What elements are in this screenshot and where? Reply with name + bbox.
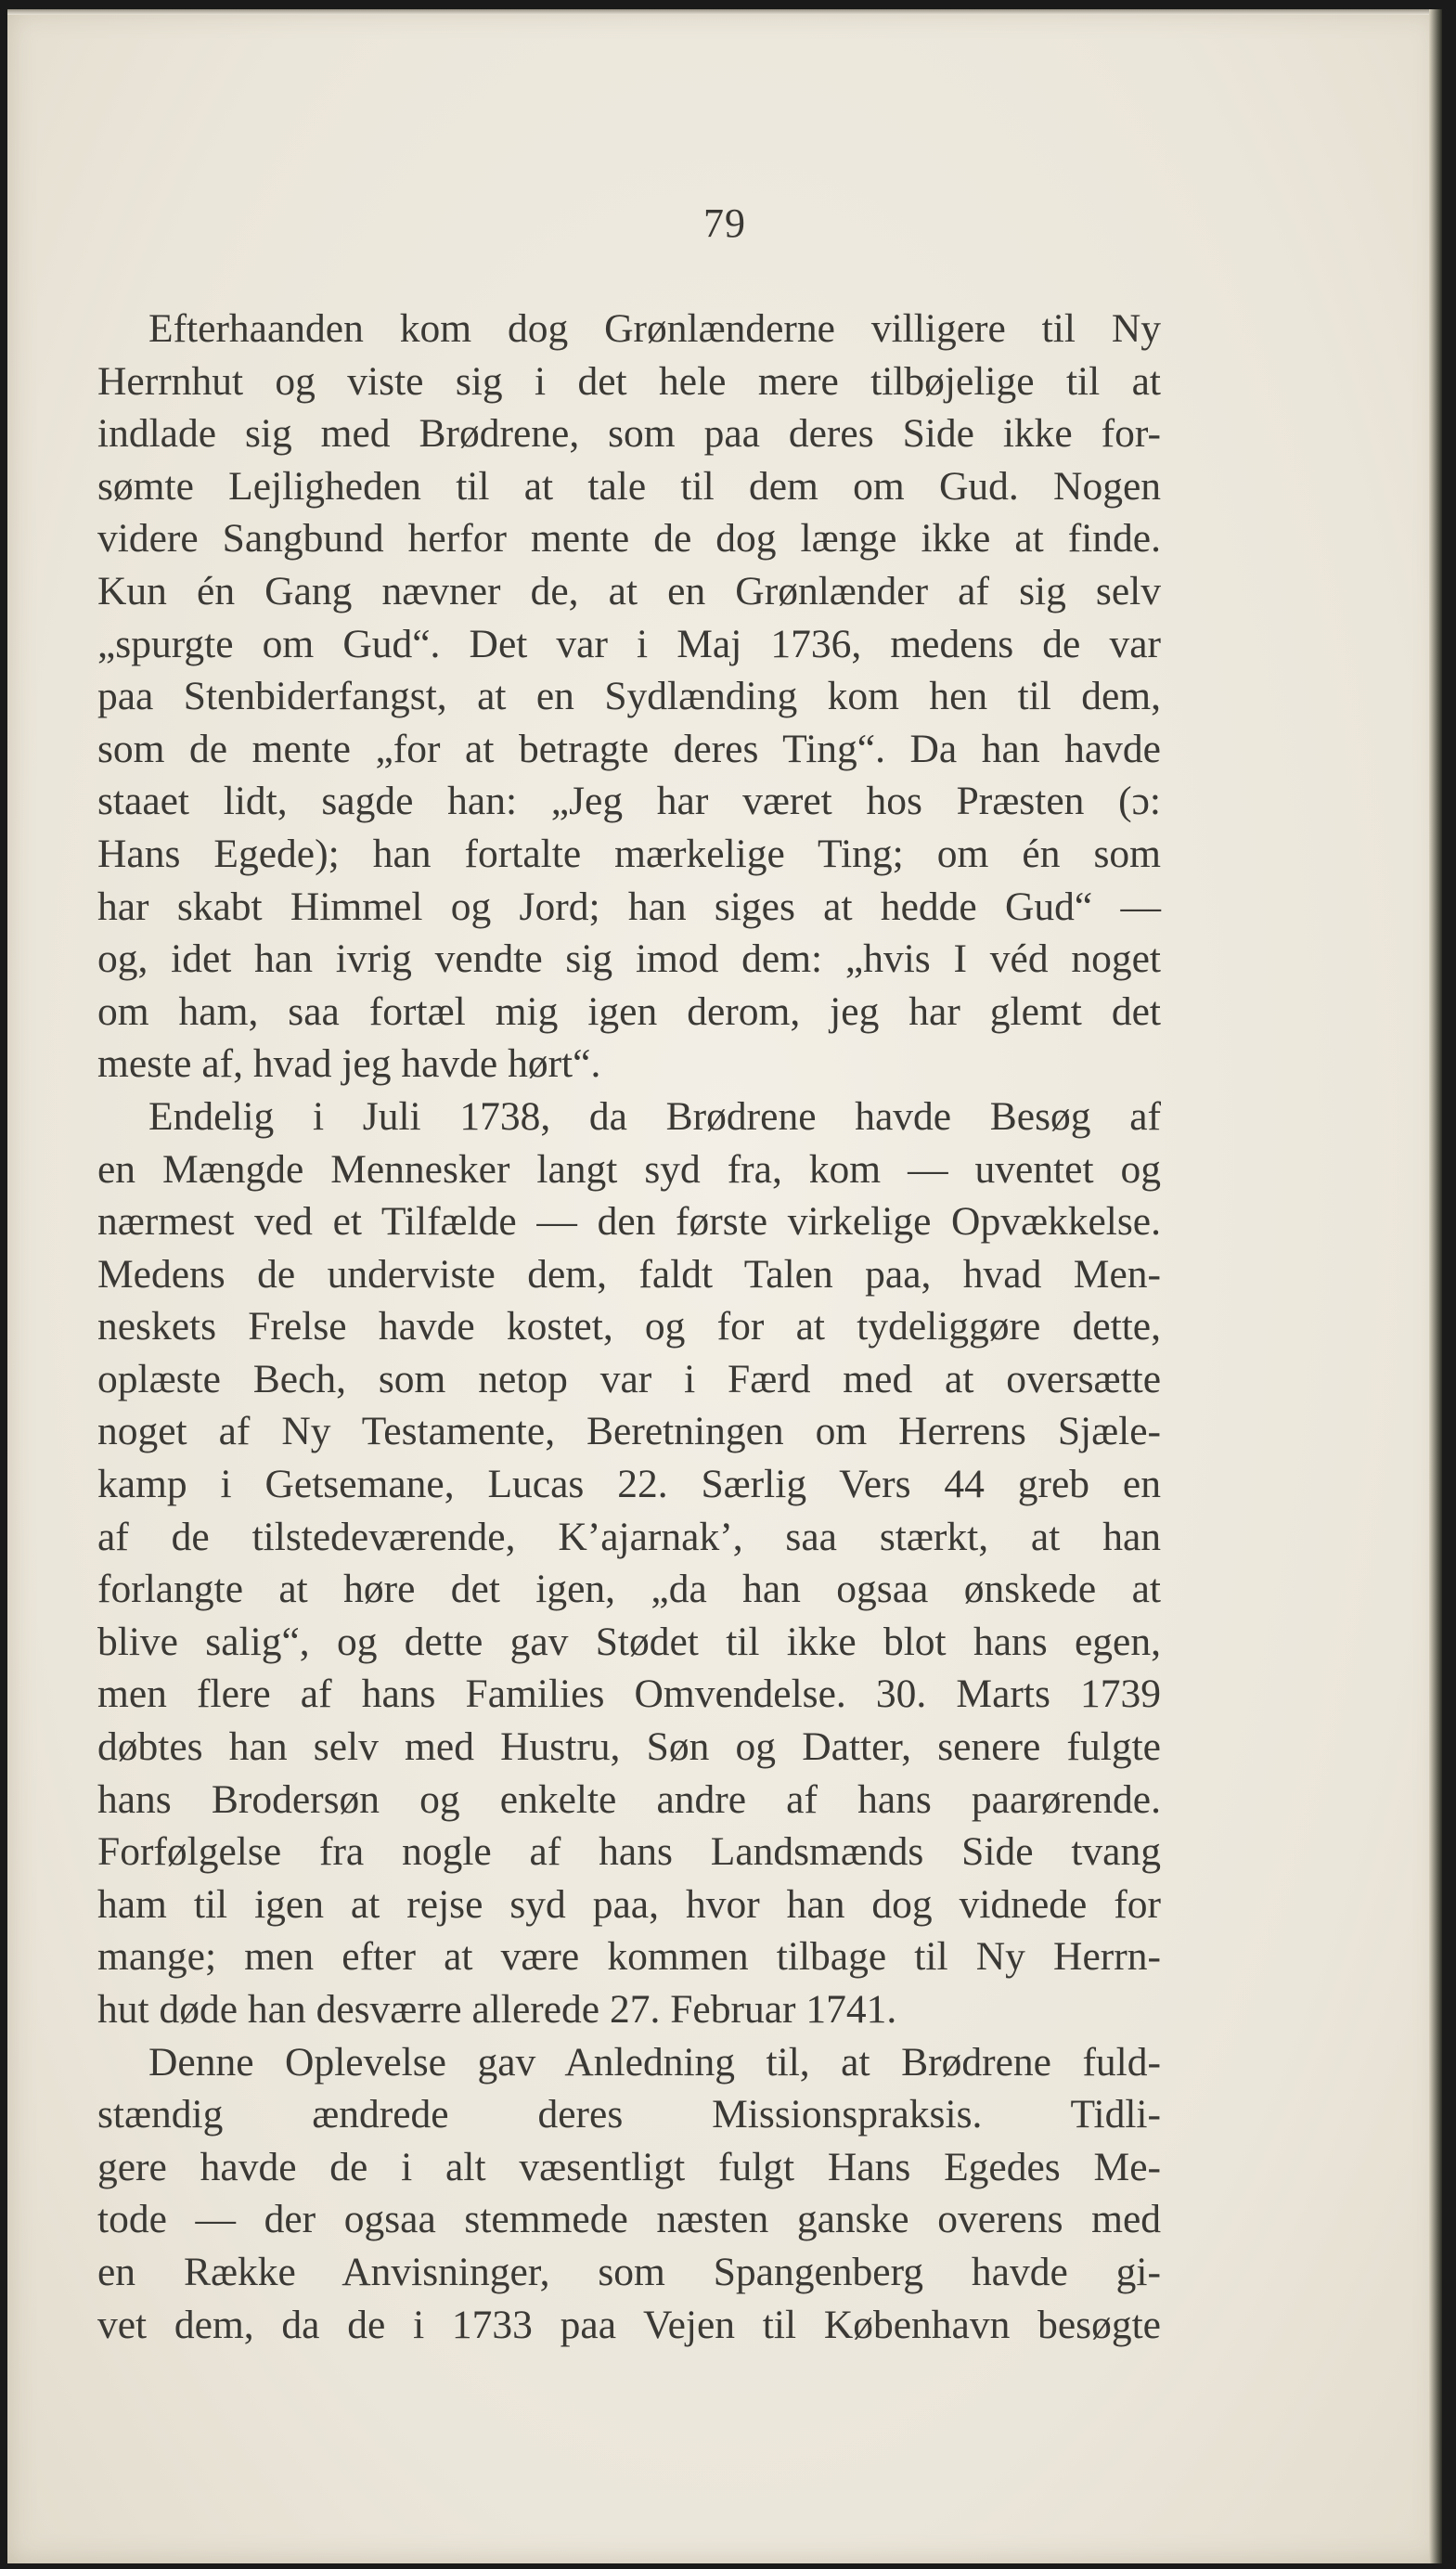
- text-line: af de tilstedeværende, K’ajarnak’, saa stærkt, at han: [97, 1514, 1161, 1559]
- text-line: meste af, hvad jeg havde hørt“.: [97, 1041, 601, 1087]
- text-line: Forfølgelse fra nogle af hans Landsmænds Side tvang: [97, 1829, 1161, 1875]
- text-line: tode — der ogsaa stemmede næsten ganske overens med: [97, 2197, 1161, 2242]
- body-text: [97, 303, 1161, 2351]
- text-line: neskets Frelse havde kostet, og for at tydeliggøre dette,: [97, 1304, 1161, 1349]
- text-line: om ham, saa fortæl mig igen derom, jeg har glemt det: [97, 988, 1161, 1034]
- text-line: hut døde han desværre allerede 27. Februar 1741.: [97, 1987, 897, 2032]
- text-line: noget af Ny Testamente, Beretningen om Herrens Sjæle-: [97, 1409, 1161, 1454]
- text-line: kamp i Getsemane, Lucas 22. Særlig Vers 44 greb en: [97, 1462, 1161, 1507]
- text-line: stændig ændrede deres Missionspraksis. Tidli-: [97, 2092, 1161, 2137]
- book-page: [7, 9, 1442, 2563]
- text-line: oplæste Bech, som netop var i Færd med at oversætte: [97, 1356, 1161, 1401]
- text-line: Herrnhut og viste sig i det hele mere tilbøjelige til at: [97, 358, 1161, 404]
- text-line: ham til igen at rejse syd paa, hvor han dog vidnede for: [97, 1881, 1161, 1927]
- text-line: Kun én Gang nævner de, at en Grønlænder af sig selv: [97, 568, 1161, 613]
- text-line: sømte Lejligheden til at tale til dem om Gud. Nogen: [97, 463, 1161, 509]
- text-line: har skabt Himmel og Jord; han siges at hedde Gud“ —: [97, 884, 1161, 929]
- text-line: døbtes han selv med Hustru, Søn og Datter, senere fulgte: [97, 1724, 1161, 1770]
- text-line: Denne Oplevelse gav Anledning til, at Brødrene fuld-: [148, 2039, 1161, 2085]
- text-line: nærmest ved et Tilfælde — den første virkelige Opvækkelse.: [97, 1199, 1161, 1245]
- text-line: videre Sangbund herfor mente de dog længe ikke at finde.: [97, 516, 1161, 562]
- page-number: 79: [703, 200, 746, 246]
- text-line: Hans Egede); han fortalte mærkelige Ting; om én som: [97, 831, 1161, 876]
- text-line: mange; men efter at være kommen tilbage til Ny Herrn-: [97, 1934, 1161, 1980]
- text-line: staaet lidt, sagde han: „Jeg har været hos Præsten (ɔ:: [97, 779, 1161, 824]
- text-line: hans Brodersøn og enkelte andre af hans paarørende.: [97, 1776, 1161, 1822]
- text-line: en Række Anvisninger, som Spangenberg havde gi-: [97, 2249, 1161, 2294]
- text-line: forlangte at høre det igen, „da han ogsaa ønskede at: [97, 1567, 1161, 1612]
- text-line: men flere af hans Families Omvendelse. 30. Marts 1739: [97, 1672, 1161, 1717]
- text-line: „spurgte om Gud“. Det var i Maj 1736, medens de var: [97, 621, 1161, 666]
- text-line: og, idet han ivrig vendte sig imod dem: „hvis I véd noget: [97, 936, 1161, 982]
- page-top-edge: [7, 9, 1442, 15]
- page-binding-edge: [1429, 9, 1442, 2563]
- text-line: Efterhaanden kom dog Grønlænderne villigere til Ny: [148, 306, 1161, 351]
- text-line: som de mente „for at betragte deres Ting“. Da han havde: [97, 726, 1161, 771]
- text-line: vet dem, da de i 1733 paa Vejen til København besøgte: [97, 2302, 1161, 2347]
- text-line: Medens de underviste dem, faldt Talen paa, hvad Men-: [97, 1251, 1161, 1297]
- text-line: en Mængde Mennesker langt syd fra, kom — uventet og: [97, 1146, 1161, 1192]
- text-line: Endelig i Juli 1738, da Brødrene havde Besøg af: [148, 1093, 1161, 1139]
- text-line: gere havde de i alt væsentligt fulgt Hans Egedes Me-: [97, 2144, 1161, 2189]
- text-line: paa Stenbiderfangst, at en Sydlænding kom hen til dem,: [97, 674, 1161, 719]
- text-line: blive salig“, og dette gav Stødet til ikke blot hans egen,: [97, 1619, 1161, 1664]
- text-line: indlade sig med Brødrene, som paa deres Side ikke for-: [97, 411, 1161, 457]
